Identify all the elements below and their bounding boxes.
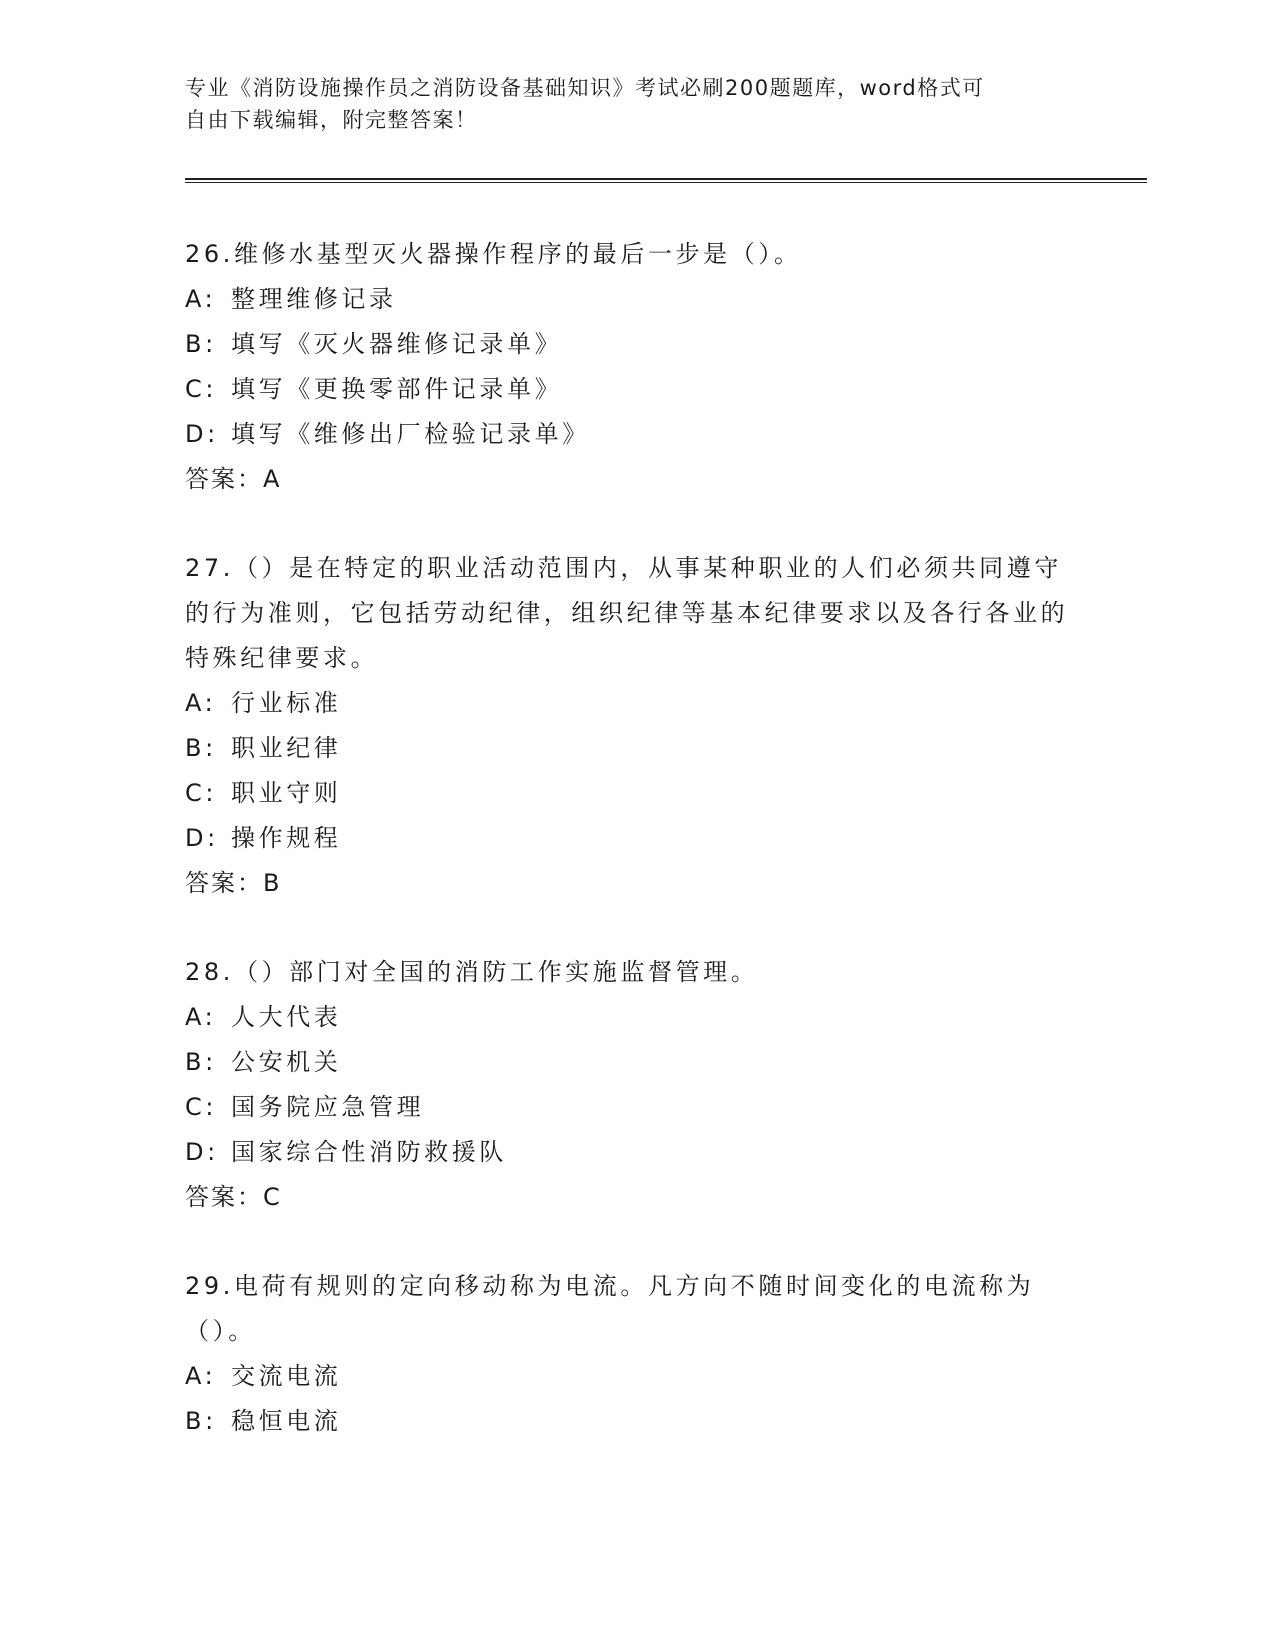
option-text: 职业守则 bbox=[231, 779, 342, 807]
option-text: 交流电流 bbox=[231, 1362, 342, 1390]
option-text: 填写《维修出厂检验记录单》 bbox=[231, 420, 590, 448]
header-divider bbox=[185, 178, 1147, 183]
option-b bbox=[185, 322, 1070, 367]
option-letter: A: bbox=[185, 1362, 217, 1390]
option-letter: A: bbox=[185, 1003, 217, 1031]
option-letter: C: bbox=[185, 1093, 218, 1121]
question-29 bbox=[185, 1264, 1070, 1444]
option-letter: D: bbox=[185, 420, 219, 448]
option-text: 填写《更换零部件记录单》 bbox=[231, 375, 563, 403]
option-text: 人大代表 bbox=[231, 1003, 342, 1031]
option-c bbox=[185, 367, 1070, 412]
option-a bbox=[185, 681, 1070, 726]
option-letter: A: bbox=[185, 285, 217, 313]
option-b bbox=[185, 726, 1070, 771]
option-letter: D: bbox=[185, 824, 219, 852]
option-text: 行业标准 bbox=[231, 689, 342, 717]
option-a bbox=[185, 277, 1070, 322]
option-letter: B: bbox=[185, 1048, 217, 1076]
document-header bbox=[185, 72, 1065, 136]
option-text: 稳恒电流 bbox=[231, 1407, 342, 1435]
option-letter: C: bbox=[185, 779, 218, 807]
option-text: 公安机关 bbox=[231, 1048, 342, 1076]
option-letter: C: bbox=[185, 375, 218, 403]
option-letter: D: bbox=[185, 1138, 219, 1166]
option-letter: B: bbox=[185, 1407, 217, 1435]
question-list bbox=[185, 232, 1070, 1488]
option-d bbox=[185, 412, 1070, 457]
option-b bbox=[185, 1399, 1070, 1444]
question-27 bbox=[185, 546, 1070, 906]
option-text: 国家综合性消防救援队 bbox=[231, 1138, 507, 1166]
answer-line: 答案：B bbox=[185, 869, 282, 897]
option-c bbox=[185, 1085, 1070, 1130]
option-text: 填写《灭火器维修记录单》 bbox=[231, 330, 563, 358]
option-d bbox=[185, 1130, 1070, 1175]
question-stem: 27.（）是在特定的职业活动范围内，从事某种职业的人们必须共同遵守的行为准则，它包括劳动纪律，组织纪律等基本纪律要求以及各行各业的特殊纪律要求。 bbox=[185, 554, 1069, 672]
option-d bbox=[185, 816, 1070, 861]
question-28 bbox=[185, 950, 1070, 1220]
option-a bbox=[185, 995, 1070, 1040]
option-text: 国务院应急管理 bbox=[231, 1093, 425, 1121]
header-line-2: 自由下载编辑，附完整答案！ bbox=[185, 108, 478, 132]
question-26 bbox=[185, 232, 1070, 502]
option-a bbox=[185, 1354, 1070, 1399]
header-line-1: 专业《消防设施操作员之消防设备基础知识》考试必刷200题题库，word格式可 bbox=[185, 76, 985, 100]
option-letter: B: bbox=[185, 734, 217, 762]
question-stem: 28.（）部门对全国的消防工作实施监督管理。 bbox=[185, 958, 759, 986]
answer-line: 答案：C bbox=[185, 1183, 282, 1211]
option-text: 整理维修记录 bbox=[231, 285, 397, 313]
question-stem: 29.电荷有规则的定向移动称为电流。凡方向不随时间变化的电流称为（）。 bbox=[185, 1272, 1035, 1345]
question-stem: 26.维修水基型灭火器操作程序的最后一步是（）。 bbox=[185, 240, 802, 268]
option-text: 职业纪律 bbox=[231, 734, 342, 762]
option-b bbox=[185, 1040, 1070, 1085]
option-letter: B: bbox=[185, 330, 217, 358]
option-text: 操作规程 bbox=[231, 824, 342, 852]
option-c bbox=[185, 771, 1070, 816]
answer-line: 答案：A bbox=[185, 465, 282, 493]
option-letter: A: bbox=[185, 689, 217, 717]
